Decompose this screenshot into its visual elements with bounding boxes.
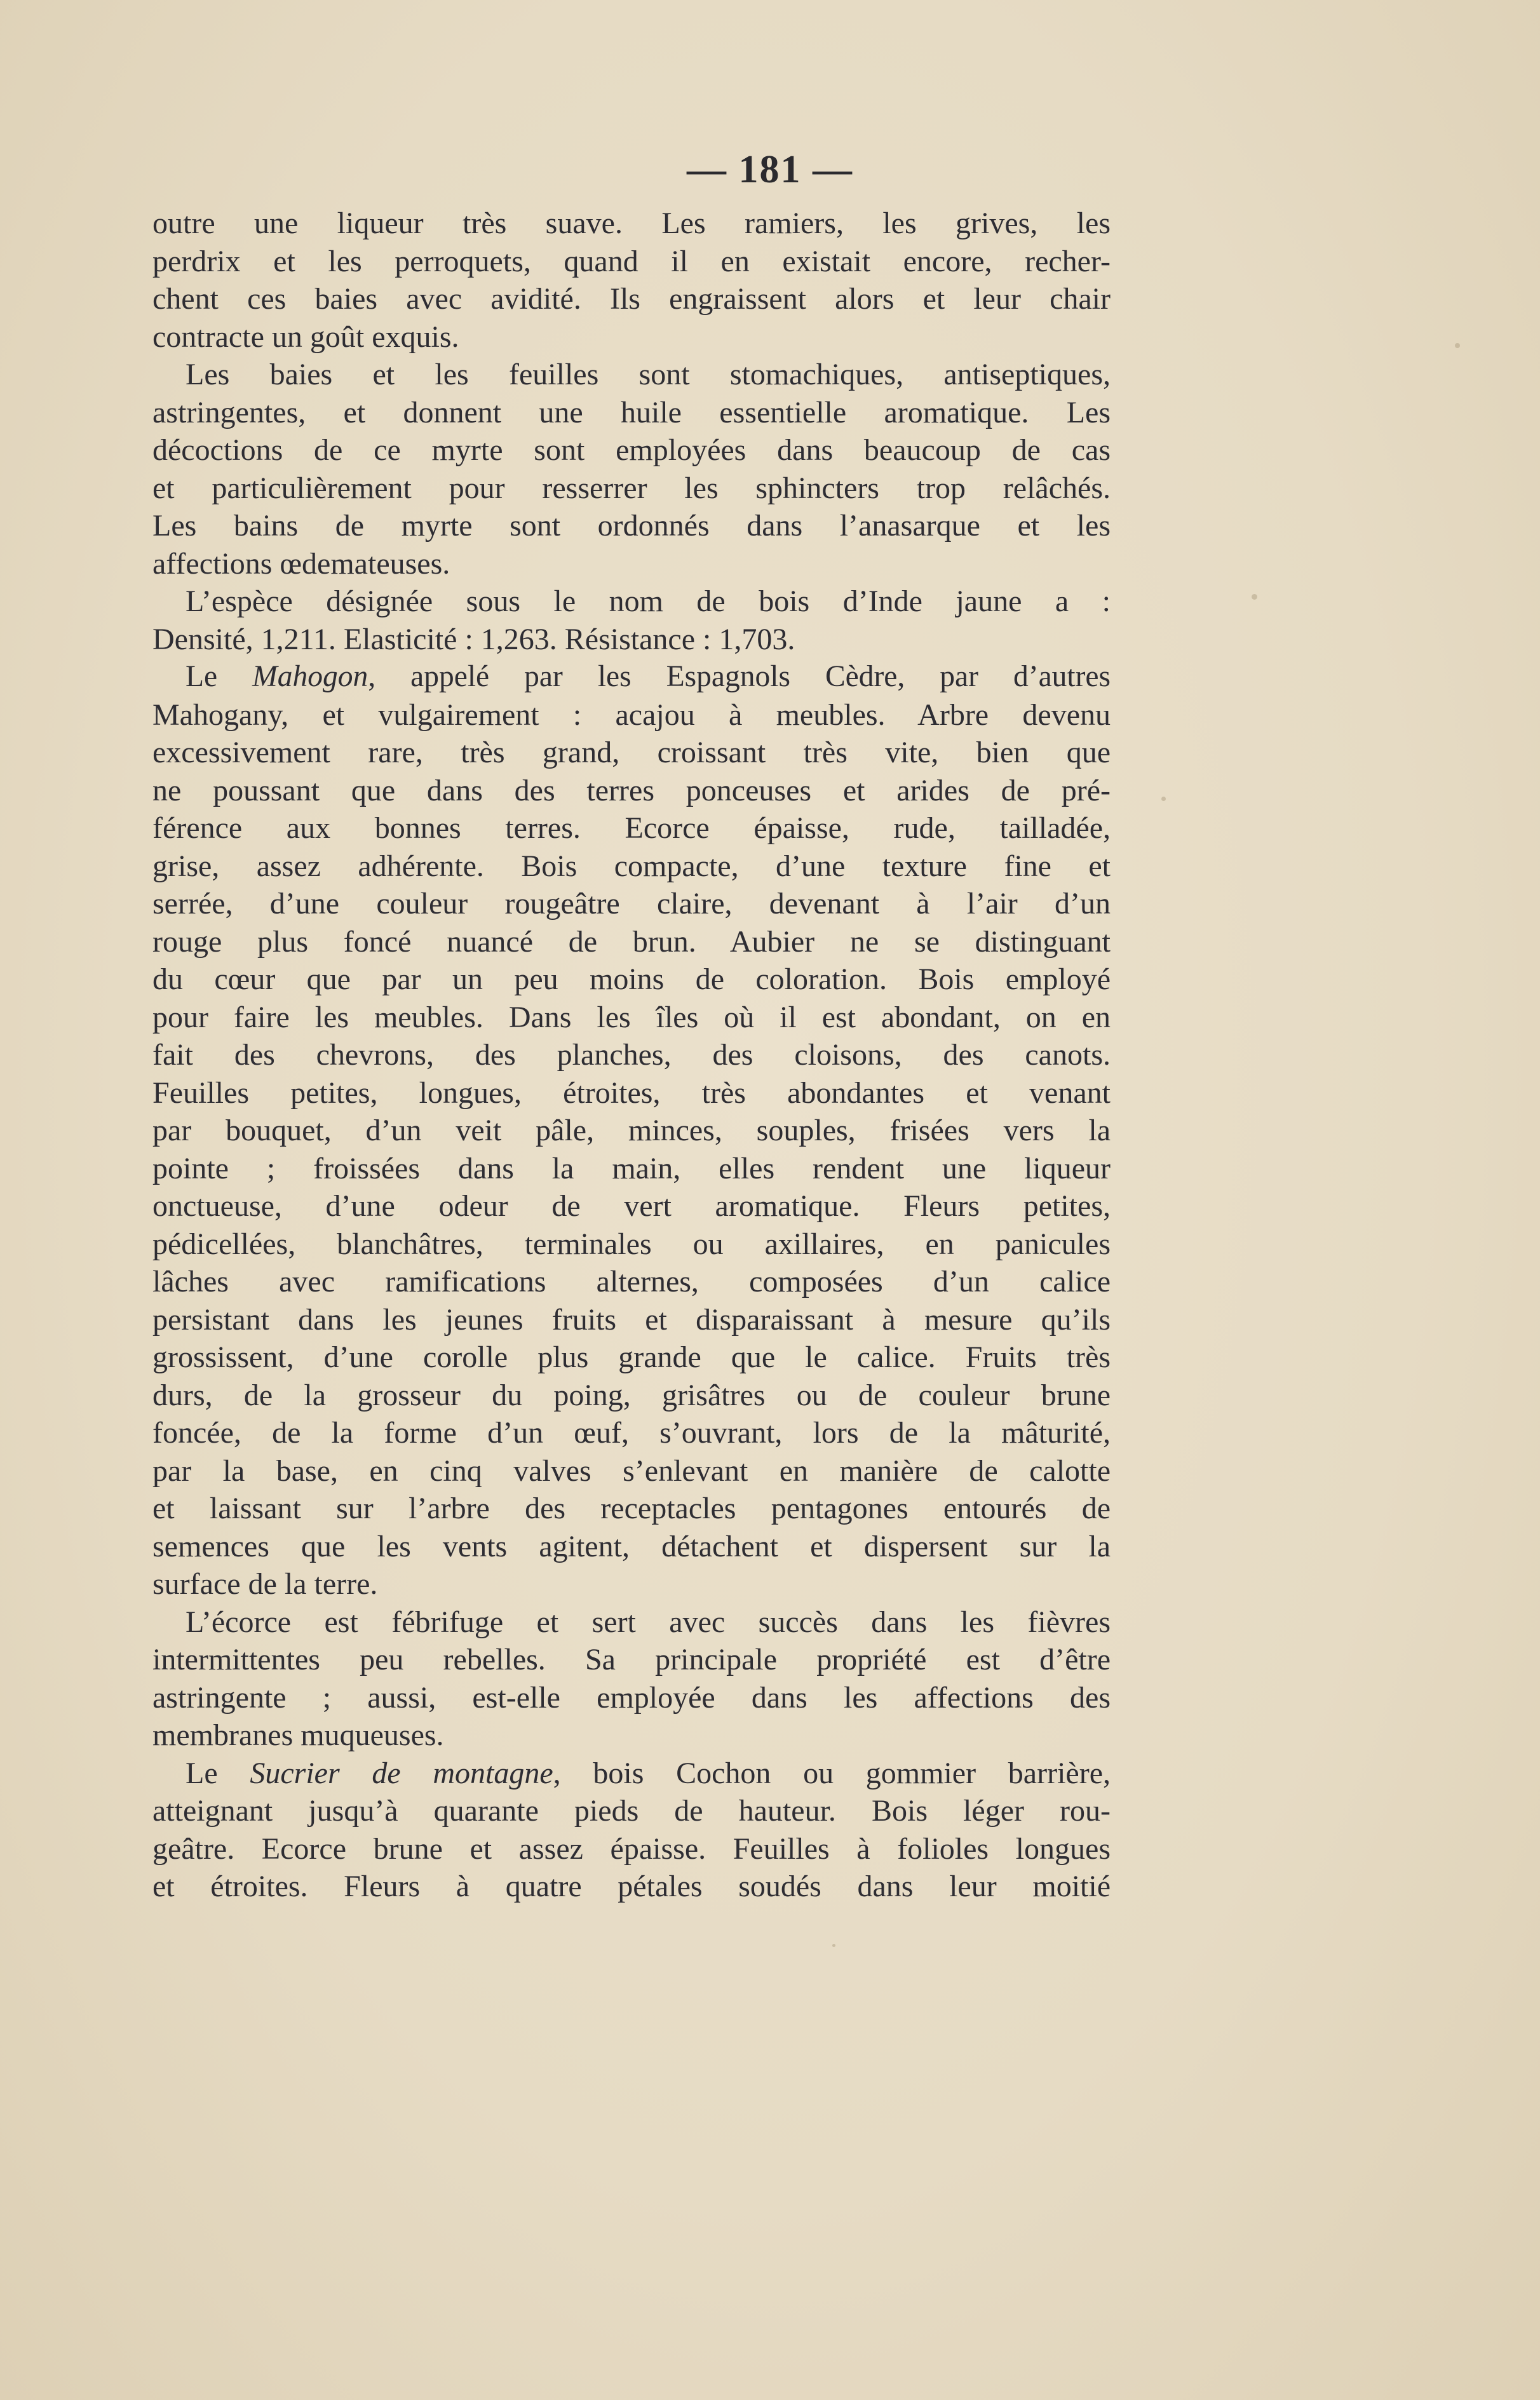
text-line: et particulièrement pour resserrer les sphincters trop relâchés. <box>152 471 1111 505</box>
text-line <box>152 658 1111 696</box>
text-line: pour faire les meubles. Dans les îles où il est abondant, on en <box>152 1000 1111 1034</box>
text-line: lâches avec ramifications alternes, composées d’un calice <box>152 1265 1111 1298</box>
species-name: Mahogon <box>252 660 368 693</box>
text-line: chent ces baies avec avidité. Ils engraissent alors et leur chair <box>152 282 1111 316</box>
text-line: férence aux bonnes terres. Ecorce épaisse, rude, tailladée, <box>152 811 1111 845</box>
text-line: semences que les vents agitent, détachent et dispersent sur la <box>152 1529 1111 1563</box>
text-segment: , appelé par les Espagnols Cèdre, par d’autres <box>368 660 1111 693</box>
text-line: grise, assez adhérente. Bois compacte, d’une texture fine et <box>152 849 1111 883</box>
text-segment: Le <box>186 1756 250 1790</box>
paper-speck <box>1161 797 1166 801</box>
text-line: Feuilles petites, longues, étroites, très abondantes et venant <box>152 1075 1111 1110</box>
body-text <box>152 205 1111 1906</box>
text-segment: Le <box>186 660 253 693</box>
text-line: serrée, d’une couleur rougeâtre claire, devenant à l’air d’un <box>152 887 1111 920</box>
text-line: pointe ; froissées dans la main, elles rendent une liqueur <box>152 1151 1111 1185</box>
text-line: pédicellées, blanchâtres, terminales ou axillaires, en panicules <box>152 1227 1111 1261</box>
text-line: et étroites. Fleurs à quatre pétales soudés dans leur moitié <box>152 1870 1111 1903</box>
text-line: contracte un goût exquis. <box>152 320 459 354</box>
text-line: membranes muqueuses. <box>152 1718 444 1752</box>
paper-speck <box>1252 594 1257 600</box>
text-line: Densité, 1,211. Elasticité : 1,263. Résistance : 1,703. <box>152 622 795 656</box>
text-line: par bouquet, d’un veit pâle, minces, souples, frisées vers la <box>152 1114 1111 1147</box>
text-line: geâtre. Ecorce brune et assez épaisse. Feuilles à folioles longues <box>152 1831 1111 1866</box>
text-line: surface de la terre. <box>152 1567 378 1601</box>
text-line: perdrix et les perroquets, quand il en existait encore, recher- <box>152 244 1111 278</box>
text-line: L’écorce est fébrifuge et sert avec succès dans les fièvres <box>186 1605 1111 1639</box>
page-number: — 181 — <box>687 148 853 191</box>
text-line: persistant dans les jeunes fruits et disparaissant à mesure qu’ils <box>152 1302 1111 1337</box>
text-line: durs, de la grosseur du poing, grisâtres ou de couleur brune <box>152 1378 1111 1412</box>
text-line: Mahogany, et vulgairement : acajou à meubles. Arbre devenu <box>152 698 1111 732</box>
paper-speck <box>832 1944 835 1947</box>
text-line: astringentes, et donnent une huile essentielle aromatique. Les <box>152 395 1111 429</box>
text-line: décoctions de ce myrte sont employées dans beaucoup de cas <box>152 433 1111 467</box>
text-line: intermittentes peu rebelles. Sa principale propriété est d’être <box>152 1643 1111 1676</box>
text-line: Les baies et les feuilles sont stomachiques, antiseptiques, <box>186 358 1111 391</box>
text-line: atteignant jusqu’à quarante pieds de hauteur. Bois léger rou- <box>152 1794 1111 1828</box>
text-line: par la base, en cinq valves s’enlevant en manière de calotte <box>152 1453 1111 1488</box>
text-line: affections œdemateuses. <box>152 546 450 581</box>
text-line: outre une liqueur très suave. Les ramiers, les grives, les <box>152 206 1111 240</box>
text-line: rouge plus foncé nuancé de brun. Aubier ne se distinguant <box>152 924 1111 959</box>
text-line: du cœur que par un peu moins de coloration. Bois employé <box>152 962 1111 996</box>
text-segment: , bois Cochon ou gommier barrière, <box>553 1756 1111 1790</box>
text-line: L’espèce désignée sous le nom de bois d’Inde jaune a : <box>186 584 1111 618</box>
paper-speck <box>1455 343 1460 348</box>
text-line: astringente ; aussi, est-elle employée dans les affections des <box>152 1680 1111 1715</box>
text-line: grossissent, d’une corolle plus grande que le calice. Fruits très <box>152 1340 1111 1374</box>
text-line <box>152 1755 1111 1793</box>
text-line: Les bains de myrte sont ordonnés dans l’anasarque et les <box>152 509 1111 543</box>
text-line: onctueuse, d’une odeur de vert aromatique. Fleurs petites, <box>152 1189 1111 1223</box>
text-line: ne poussant que dans des terres ponceuses et arides de pré- <box>152 773 1111 807</box>
text-line: foncée, de la forme d’un œuf, s’ouvrant, lors de la mâturité, <box>152 1416 1111 1450</box>
text-line: et laissant sur l’arbre des receptacles pentagones entourés de <box>152 1492 1111 1525</box>
text-line: excessivement rare, très grand, croissant très vite, bien que <box>152 736 1111 769</box>
species-name: Sucrier de montagne <box>250 1756 553 1790</box>
text-line: fait des chevrons, des planches, des cloisons, des canots. <box>152 1038 1111 1072</box>
